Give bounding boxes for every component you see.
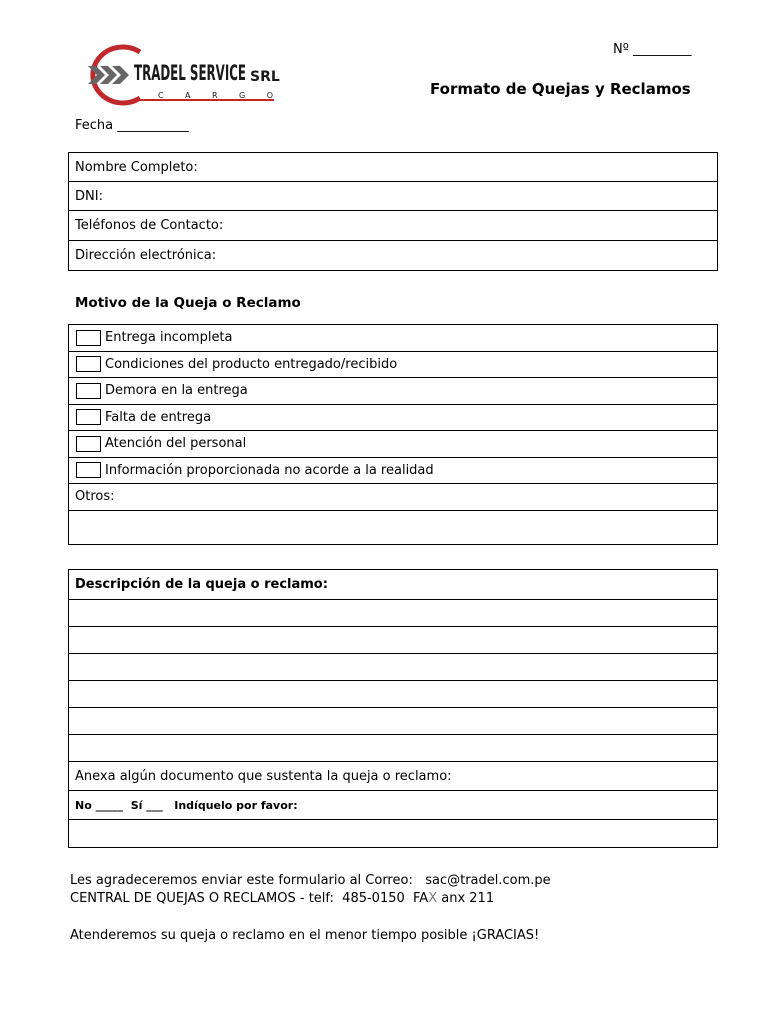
motivo-option[interactable] xyxy=(69,378,717,405)
anexa-label: Anexa algún documento que sustenta la queja o reclamo: xyxy=(75,768,452,784)
email-field[interactable] xyxy=(69,241,717,270)
checkbox[interactable] xyxy=(76,409,101,425)
option-label: Información proporcionada no acorde a la realidad xyxy=(105,462,434,478)
descripcion-line[interactable] xyxy=(69,600,717,627)
logo-tagline-text: C A R G O xyxy=(158,91,273,100)
logo-suffix-text: SRL xyxy=(250,69,280,85)
descripcion-table xyxy=(68,569,718,848)
motivo-option[interactable] xyxy=(69,352,717,379)
descripcion-line[interactable] xyxy=(69,627,717,654)
footer-email-line: Les agradeceremos enviar este formulario al Correo: sac@tradel.com.pe xyxy=(70,873,551,888)
telefonos-label: Teléfonos de Contacto: xyxy=(75,217,224,233)
footer-central-line xyxy=(70,891,494,906)
descripcion-line[interactable] xyxy=(69,708,717,735)
option-label: Falta de entrega xyxy=(105,409,212,425)
checkbox[interactable] xyxy=(76,436,101,452)
dni-label: DNI: xyxy=(75,188,103,204)
form-number: Nº _________ xyxy=(613,42,692,57)
motivo-heading: Motivo de la Queja o Reclamo xyxy=(75,295,301,311)
motivo-option[interactable] xyxy=(69,405,717,432)
descripcion-line[interactable] xyxy=(69,681,717,708)
checkbox[interactable] xyxy=(76,383,101,399)
footer-thanks-line: Atenderemos su queja o reclamo en el menor tiempo posible ¡GRACIAS! xyxy=(70,928,540,943)
no-si-label: No _____ Sí ___ Indíquelo por favor: xyxy=(75,798,298,812)
motivo-option[interactable] xyxy=(69,325,717,352)
otros-label-row xyxy=(69,484,717,511)
option-label: Condiciones del producto entregado/recibido xyxy=(105,356,398,372)
descripcion-heading: Descripción de la queja o reclamo: xyxy=(75,577,328,592)
motivo-option[interactable] xyxy=(69,431,717,458)
descripcion-line[interactable] xyxy=(69,735,717,762)
telefonos-field[interactable] xyxy=(69,211,717,240)
footer-anx-text: anx 211 xyxy=(437,891,495,906)
motivo-table xyxy=(68,324,718,545)
fecha-field[interactable]: Fecha ___________ xyxy=(75,118,189,133)
dni-field[interactable] xyxy=(69,182,717,211)
checkbox[interactable] xyxy=(76,356,101,372)
checkbox[interactable] xyxy=(76,330,101,346)
option-label: Atención del personal xyxy=(105,436,247,452)
tradel-service-logo xyxy=(78,44,283,106)
option-label: Demora en la entrega xyxy=(105,383,248,399)
logo-brand-text: TRADEL SERVICE xyxy=(134,61,246,85)
footer-central-text: CENTRAL DE QUEJAS O RECLAMOS - telf: 485-0150 FA xyxy=(70,891,429,906)
motivo-option[interactable] xyxy=(69,458,717,485)
email-label: Dirección electrónica: xyxy=(75,247,217,263)
otros-label: Otros: xyxy=(75,489,115,505)
personal-data-table xyxy=(68,152,718,271)
page-title: Formato de Quejas y Reclamos xyxy=(430,80,691,98)
checkbox[interactable] xyxy=(76,462,101,478)
indiquelo-input[interactable] xyxy=(69,820,717,847)
nombre-field[interactable] xyxy=(69,153,717,182)
footer-fax-letter: X xyxy=(428,891,438,906)
option-label: Entrega incompleta xyxy=(105,330,233,346)
descripcion-heading-row xyxy=(69,570,717,600)
no-si-row[interactable] xyxy=(69,791,717,820)
anexa-row xyxy=(69,762,717,791)
otros-input[interactable] xyxy=(69,511,717,544)
nombre-label: Nombre Completo: xyxy=(75,159,198,175)
descripcion-line[interactable] xyxy=(69,654,717,681)
